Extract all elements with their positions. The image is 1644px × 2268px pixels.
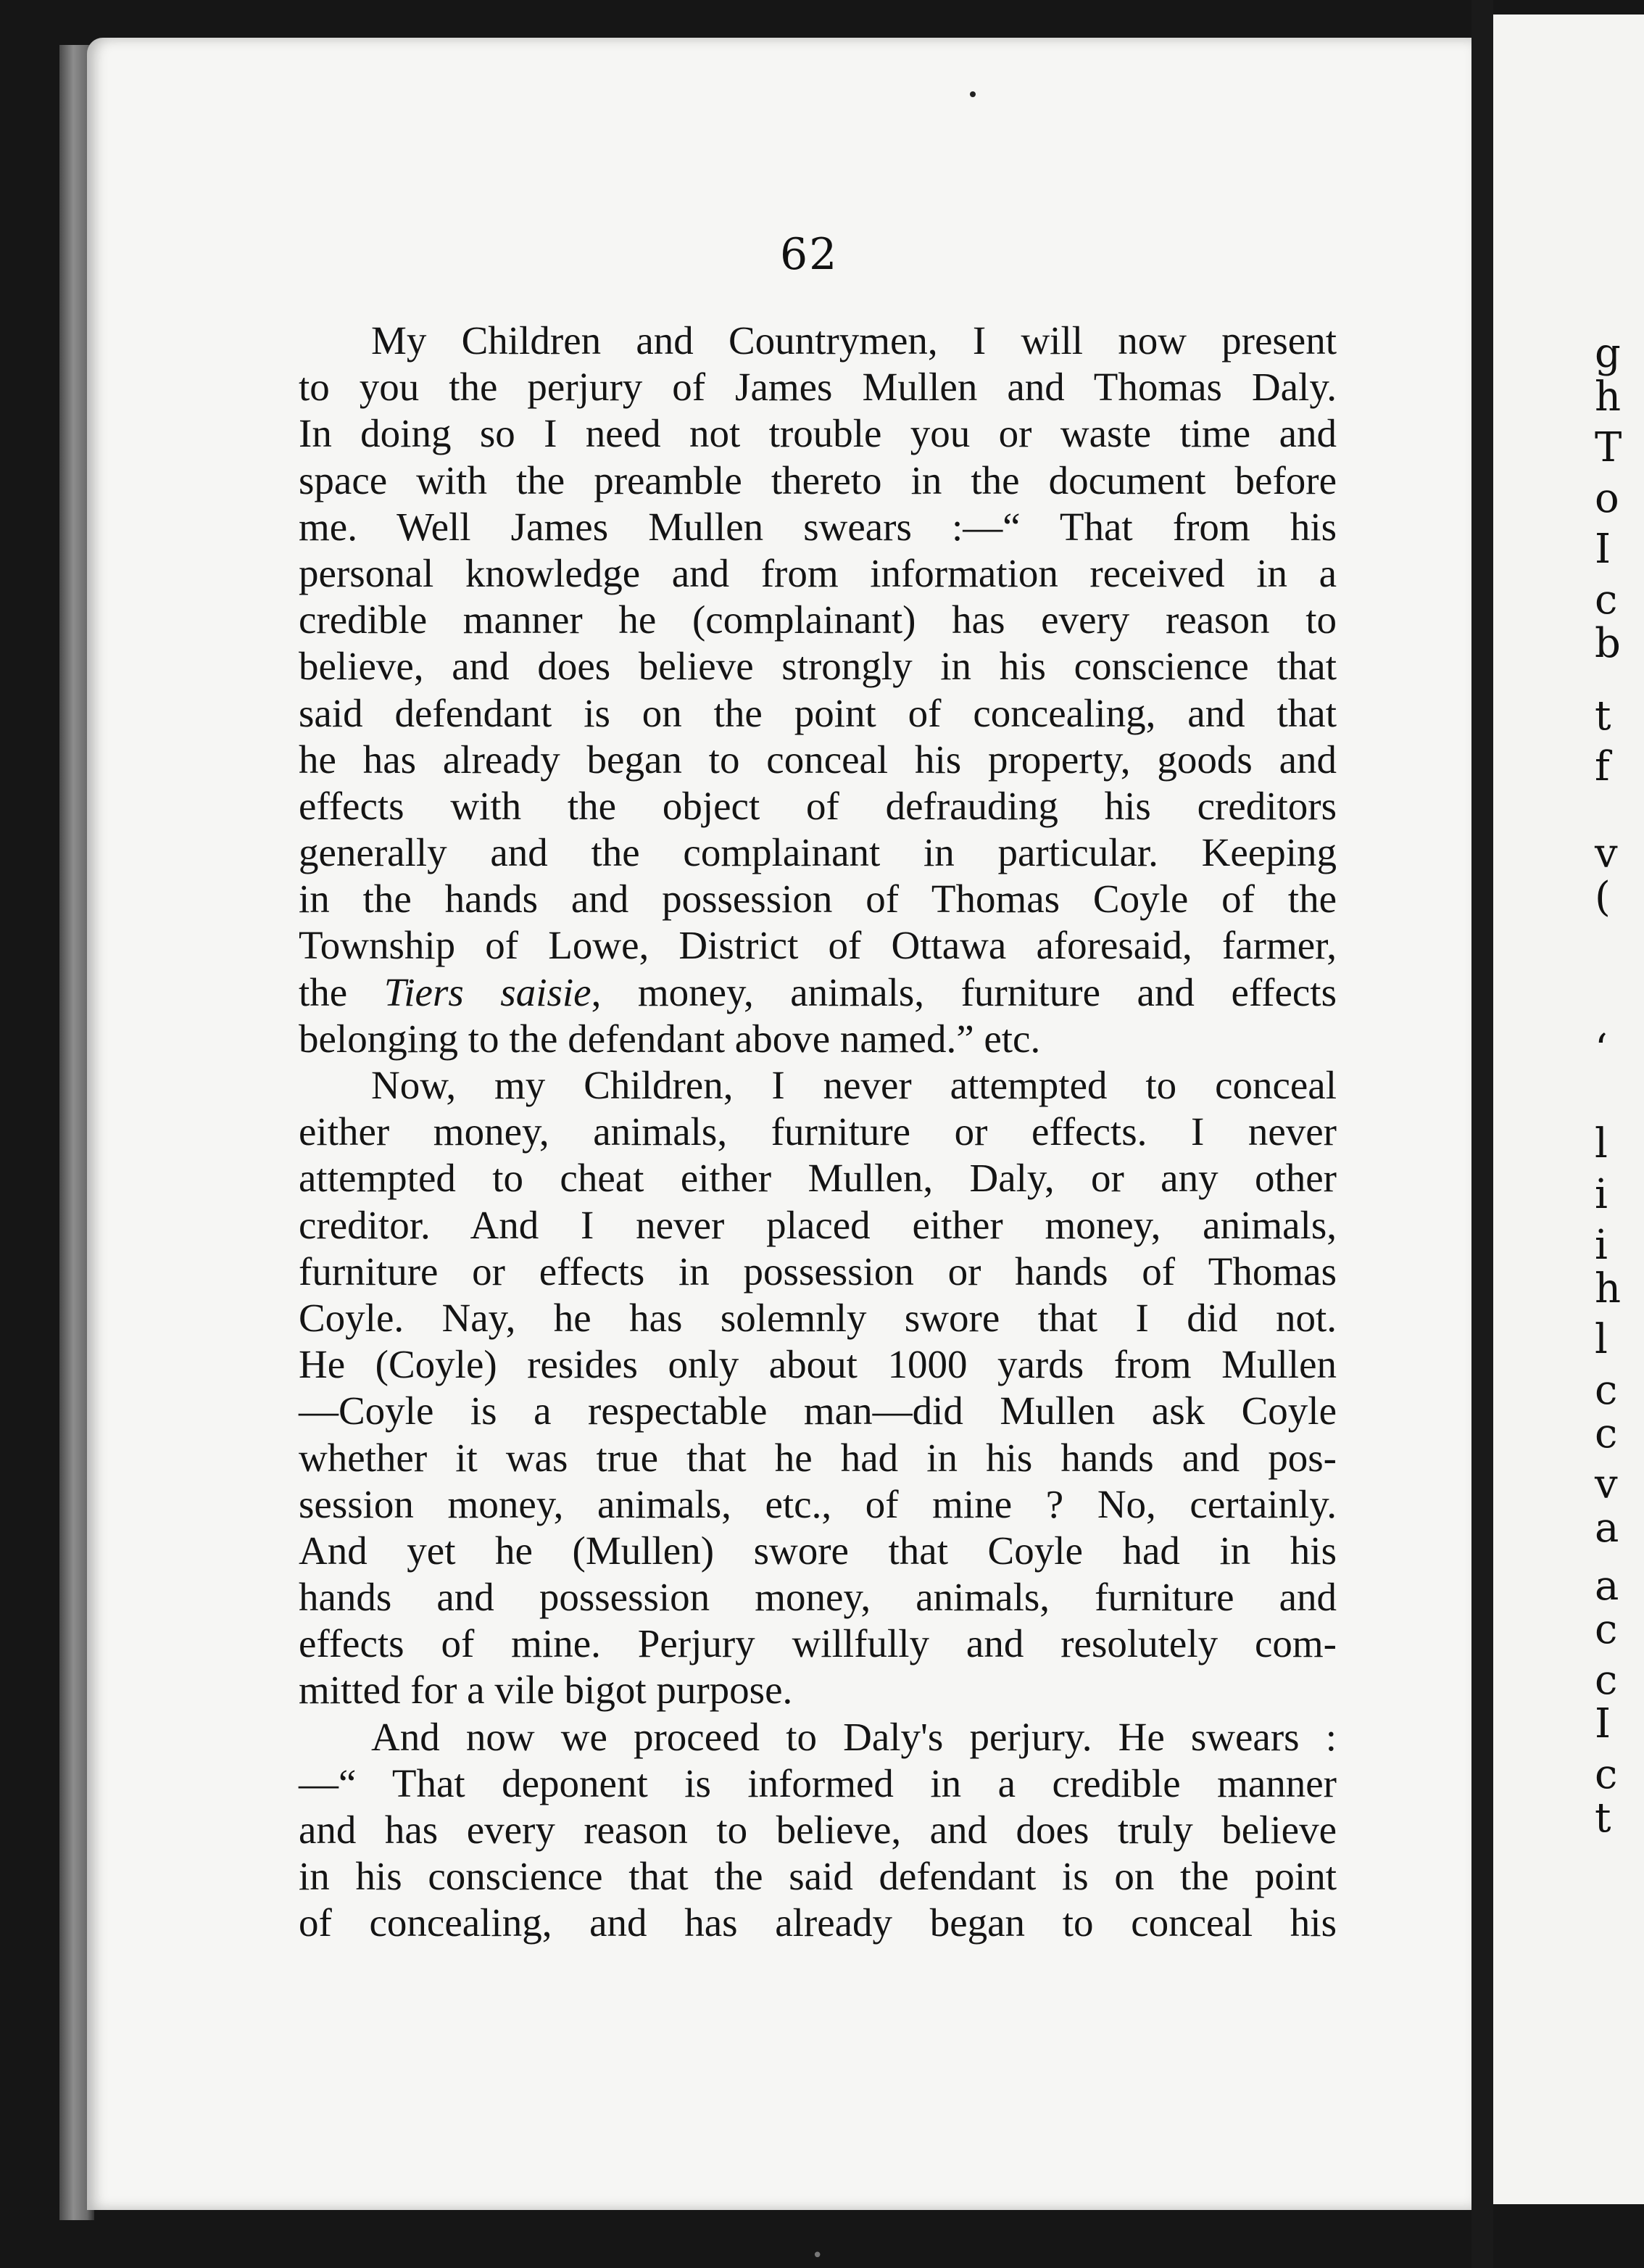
facing-page-letter: c [1595,1751,1618,1798]
text-line: —“ That deponent is informed in a credible manner [299,1760,1337,1805]
facing-page-letter: ‘ [1595,1026,1608,1073]
italic-phrase: Tiers saisie [383,969,591,1014]
facing-page-letter: l [1595,1316,1608,1363]
page-number: 62 [780,229,839,280]
text-line: belonging to the defendant above named.” etc. [299,1016,1041,1061]
facing-page-letter: c [1595,1410,1618,1457]
facing-page-letter: T [1595,424,1622,471]
text-line: In doing so I need not trouble you or waste time and [299,411,1337,456]
text-line: hands and possession money, animals, furniture and [299,1575,1337,1620]
text-line: mitted for a vile bigot purpose. [299,1668,793,1713]
text-line: credible manner he (complainant) has every reason to [299,597,1337,642]
facing-page-letter: I [1595,1700,1611,1747]
scan-artifact: • [812,2245,823,2267]
text-line: effects with the object of defrauding his creditors [299,783,1337,828]
text-line: and has every reason to believe, and does truly believe [299,1808,1337,1852]
text-line: said defendant is on the point of concealing, and that [299,690,1337,735]
text-line: furniture or effects in possession or hands of Thomas [299,1249,1337,1294]
page-gutter [1471,0,1493,2268]
text-line: in the hands and possession of Thomas Coyle of the [299,877,1337,922]
ink-speck [970,91,976,97]
facing-page-letter: a [1595,1563,1619,1610]
text-line: space with the preamble thereto in the document before [299,458,1337,502]
text-line: the Tiers saisie, money, animals, furniture and effects [299,969,1337,1014]
facing-page-letter: v [1595,1461,1618,1508]
text-line: Coyle. Nay, he has solemnly swore that I did not. [299,1295,1337,1340]
text-line: he has already began to conceal his property, goods and [299,737,1337,782]
facing-page-letter: i [1595,1171,1608,1218]
facing-page-letter: c [1595,1657,1618,1704]
facing-page-edge [1493,15,1644,2204]
text-line: whether it was true that he had in his hands and pos- [299,1435,1337,1480]
facing-page-letter: c [1595,1606,1618,1653]
text-line: My Children and Countrymen, I will now present [371,318,1337,363]
facing-page-letter: h [1595,1265,1622,1312]
text-line: creditor. And I never placed either money, animals, [299,1202,1337,1247]
facing-page-letter: c [1595,576,1618,624]
text-line: believe, and does believe strongly in his conscience that [299,644,1337,689]
text-line: —Coyle is a respectable man—did Mullen ask Coyle [299,1388,1337,1433]
facing-page-letter: v [1595,830,1618,877]
facing-page-letter: I [1595,526,1611,573]
facing-page-letter: c [1595,1367,1618,1414]
text-line: Township of Lowe, District of Ottawa aforesaid, farmer, [299,923,1337,968]
text-line: session money, animals, etc., of mine ? No, certainly. [299,1481,1337,1526]
text-line: personal knowledge and from information received in a [299,550,1337,595]
facing-page-letter: g [1595,330,1621,377]
facing-page-letter: o [1595,475,1619,522]
facing-page-letter: a [1595,1505,1619,1552]
text-line: to you the perjury of James Mullen and Thomas Daly. [299,365,1337,410]
body-text [299,318,1337,1947]
text-line: And now we proceed to Daly's perjury. He swears : [371,1714,1337,1759]
facing-page-letter: ( [1595,874,1611,921]
text-line: effects of mine. Perjury willfully and resolutely com- [299,1621,1337,1666]
text-line: me. Well James Mullen swears :—“ That from his [299,504,1337,549]
text-line: And yet he (Mullen) swore that Coyle had in his [299,1528,1337,1573]
facing-page-letter: b [1595,620,1621,667]
text-line: Now, my Children, I never attempted to conceal [371,1063,1337,1107]
facing-page-letter: l [1595,1120,1608,1167]
text-line: attempted to cheat either Mullen, Daly, or any other [299,1156,1337,1201]
facing-page-letter: i [1595,1222,1608,1269]
text-line: generally and the complainant in particular. Keeping [299,830,1337,875]
facing-page-letter: t [1595,692,1611,740]
text-line: of concealing, and has already began to conceal his [299,1900,1337,1945]
text-line: in his conscience that the said defendant is on the point [299,1854,1337,1899]
facing-page-letter: t [1595,1795,1611,1842]
facing-page-letter: h [1595,373,1622,421]
text-line: either money, animals, furniture or effects. I never [299,1109,1337,1154]
text-line: He (Coyle) resides only about 1000 yards from Mullen [299,1342,1337,1387]
facing-page-letter: f [1595,743,1610,790]
